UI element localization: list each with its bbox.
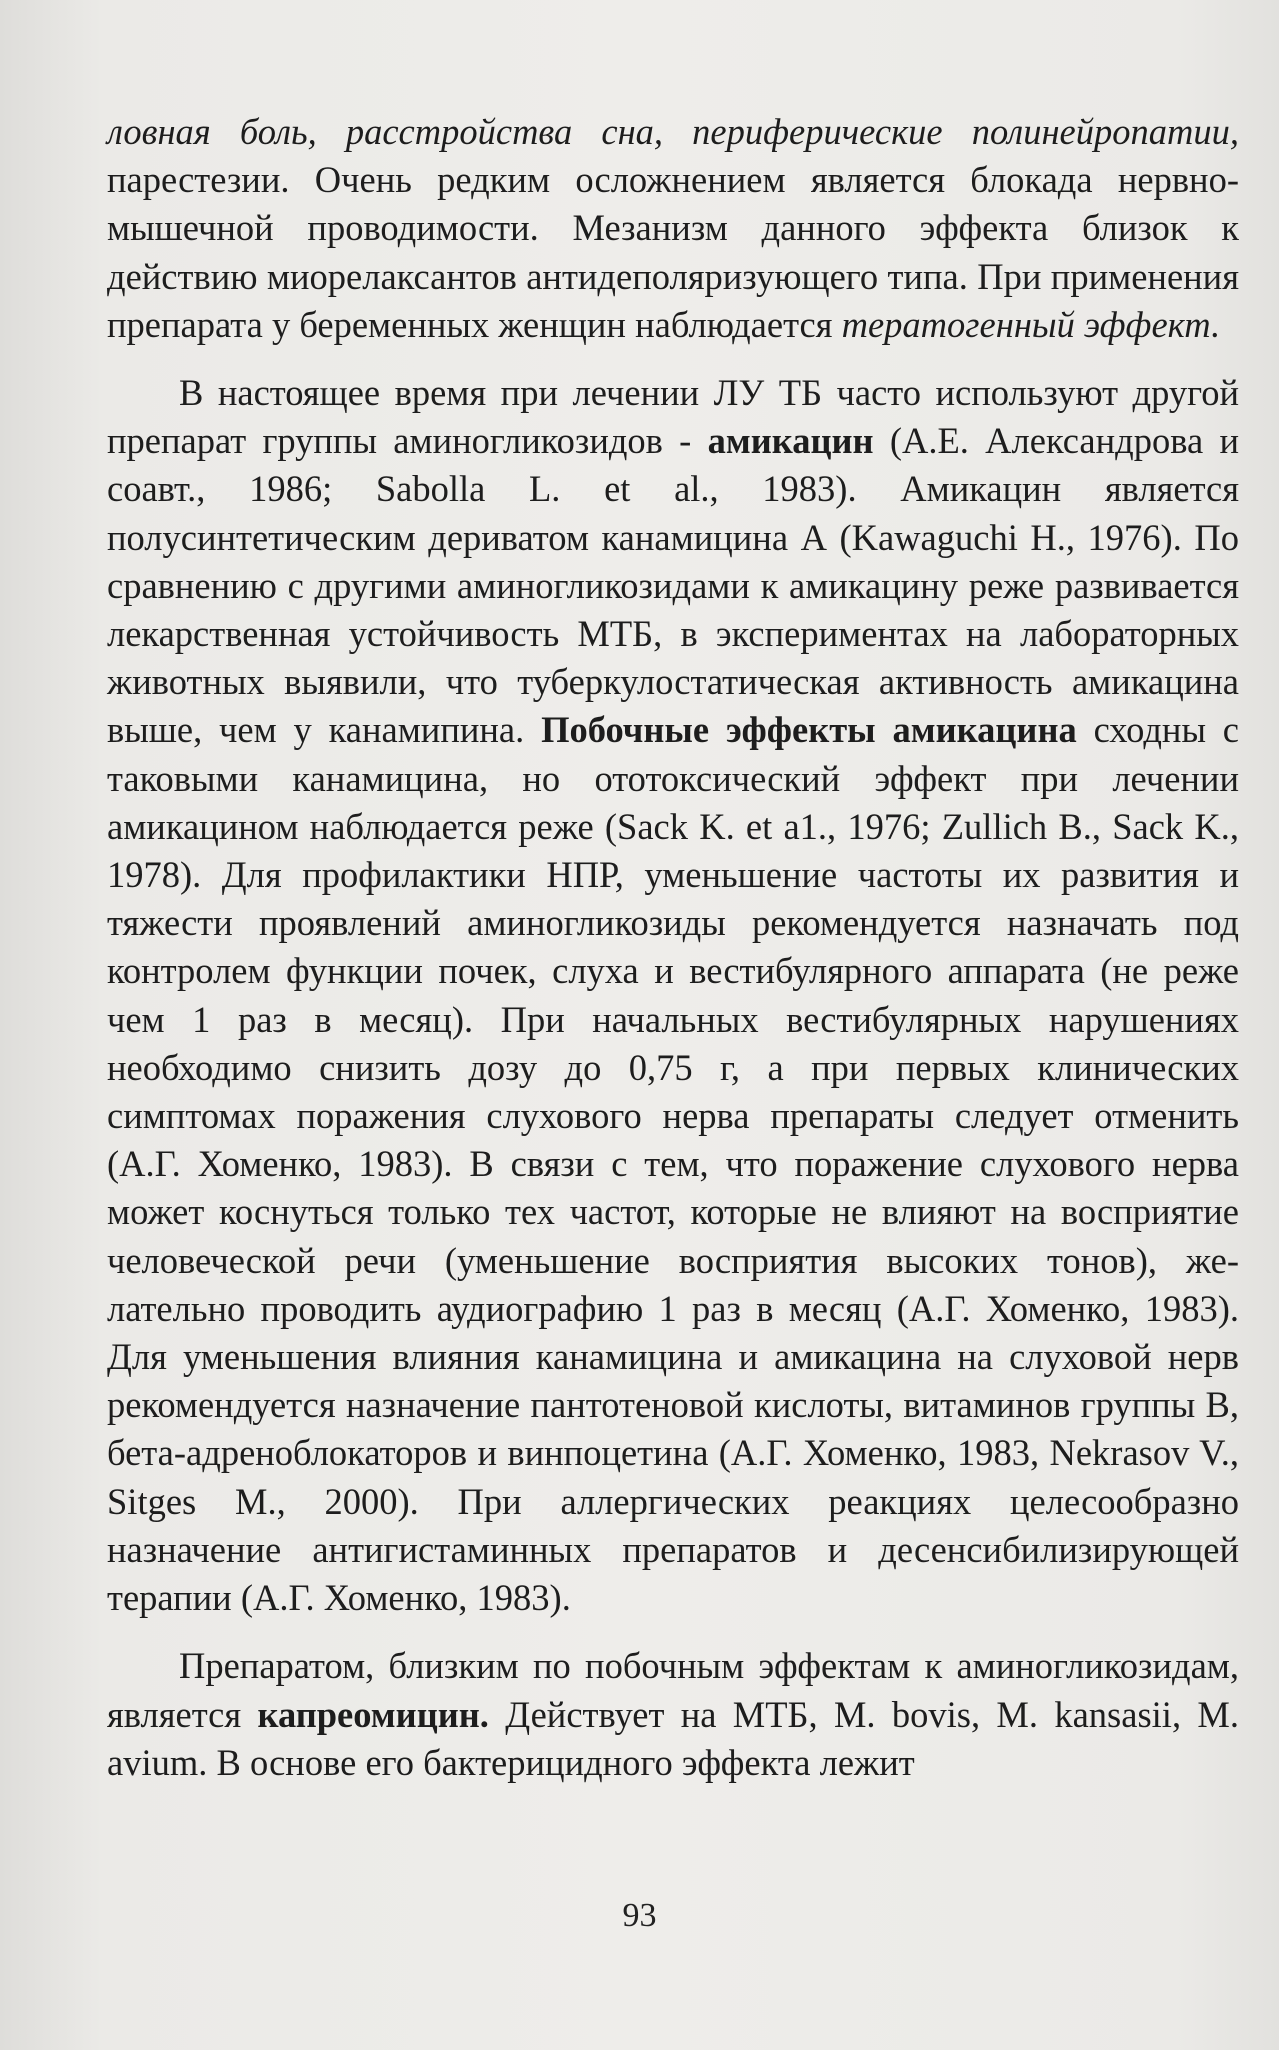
text-run: (А.Е. Александрова и соавт., 1986; Sabolla L. et al., 1983). Амикацин является полусинтетическим дериватом канамицина А (Kawaguchi H., 1976). По сравнению с другими аминогликозидами к амикацину реже развивается лекарственная устойчивость МТБ, в экспериментах на лабораторных животных выявили, что туберкулостатическая активность амикацина выше, чем у канамипина. xyxy=(107,420,1239,751)
paragraph-1 xyxy=(107,108,1239,349)
page-number: 93 xyxy=(622,1897,657,1934)
text-run: амикацин xyxy=(707,420,874,462)
text-run: тератогенный эффект. xyxy=(841,303,1221,345)
text-run: сходны с таковыми канамицина, но ототоксический эффект при лечении амикацином наблюдается реже (Sack K. et a1., 1976; Zullich B., Sack K., 1978). Для профилактики НПР, уменьшение частоты их развития и тяжести проявлений аминогликозиды рекомендуется назначать под контролем функции почек, слуха и вестибулярного аппарата (не реже чем 1 раз в месяц). При начальных вестибулярных нарушениях необходимо снизить дозу до 0,75 г, а при первых клинических симптомах поражения слухового нерва препараты следует отменить (А.Г. Хоменко, 1983). В связи с тем, что поражение слухового нерва может коснуться только тех частот, которые не влияют на восприятие человеческой речи (уменьшение восприятия высоких тонов), желательно проводить аудиографию 1 раз в месяц (А.Г. Хоменко, 1983). Для уменьшения влияния канамицина и амикацина на слуховой нерв рекомендуется назначение пантотеновой кислоты, витаминов группы В, бета-адреноблокаторов и винпоцетина (А.Г. Хоменко, 1983, Nekrasov V., Sitges M., 2000). При аллергических реакциях целесообразно назначение антигистаминных препаратов и десенсибилизирующей терапии (А.Г. Хоменко, 1983). xyxy=(107,709,1240,1619)
text-run: ловная боль, расстройства сна, периферические полинейропатии, xyxy=(107,111,1239,152)
text-run: капреомицин. xyxy=(257,1693,489,1735)
text-run: Препаратом, близким по побочным эффектам к аминогликозидам, является xyxy=(107,1645,1239,1735)
text-run: парестезии. Очень редким осложнением является блокада нервно-мышечной проводимости. Мезанизм данного эффекта близок к действию миорелаксантов антидеполяризующего типа. При применения препарата у беременных женщин наблюдается xyxy=(107,159,1239,345)
paragraph-3 xyxy=(107,1642,1239,1787)
paragraph-2 xyxy=(107,369,1239,1622)
text-run: Действует на МТБ, M. bovis, M. kansasii, M. avium. В основе его бактерицидного эффекта лежит xyxy=(107,1693,1239,1783)
body-text xyxy=(107,108,1239,1787)
text-run: Побочные эффекты амикацина xyxy=(541,709,1077,751)
text-run: В настоящее время при лечении ЛУ ТБ часто используют другой препарат группы аминогликозидов - xyxy=(107,372,1239,462)
